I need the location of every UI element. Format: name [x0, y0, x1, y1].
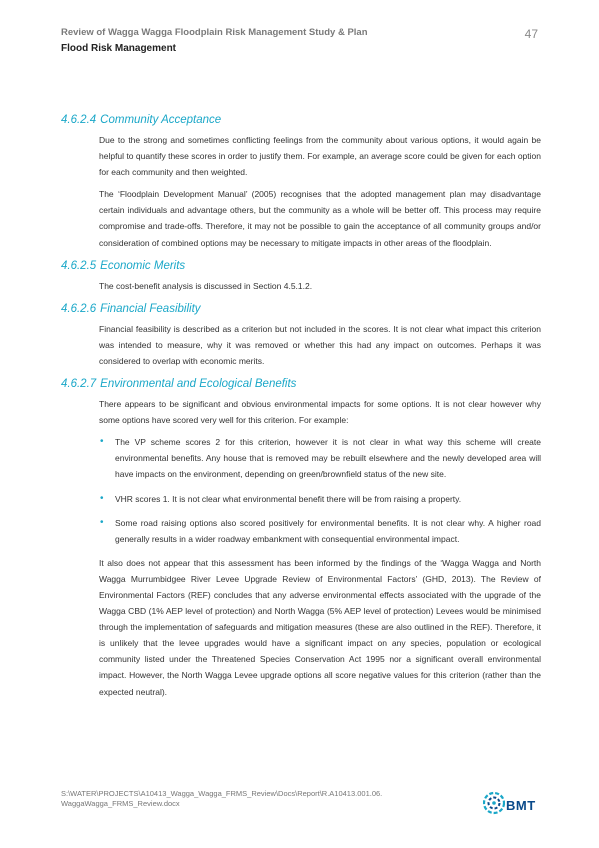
- list-item: • Some road raising options also scored positively for environmental benefits. It is not clear why. A higher road generally results in a wider roadway embankment with consequential environmental impact.: [100, 516, 541, 544]
- section-economic-merits: [61, 260, 541, 294]
- paragraph: The cost-benefit analysis is discussed in Section 4.5.1.2.: [99, 280, 313, 291]
- section-community-acceptance: [61, 114, 541, 251]
- bullet-icon: •: [100, 516, 104, 528]
- document-subtitle: Flood Risk Management: [61, 43, 177, 54]
- bullet-icon: •: [100, 492, 104, 504]
- paragraph: The ‘Floodplain Development Manual’ (2005) recognises that the adopted management plan may disadvantage certain individuals and advantage others, but the community as a whole will be better off. This process may require compromise and trade-offs. Therefore, it may not be possible to gain the acceptance of all community groups and/or consideration of combined options may be necessary to mitigate impacts in other areas of the floodplain.: [99, 189, 541, 248]
- section-heading: 4.6.2.7 Environmental and Ecological Benefits: [61, 378, 297, 391]
- paragraph: It also does not appear that this assessment has been informed by the findings of the ‘Wagga Wagga and North Wagga Murrumbidgee River Levee Upgrade Review of Environmental Factors’ (GHD, 2013). The Review of Environmental Factors (REF) concludes that any adverse environmental effects associated with the upgrade of the Wagga CBD (1% AEP level of protection) and North Wagga (5% AEP level of protection) Levees would be minimised through the implementation of safeguards and mitigation measures (these are also outlined in the REF). Therefore, it is unlikely that the levee upgrades would have a significant impact on any species, population or ecological community listed under the Threatened Species Conservation Act 1995 nor a significant overall environmental impact. However, the North Wagga Levee upgrade options all score negative values for this criterion (rather than the expected neutral).: [99, 557, 541, 697]
- paragraph: Financial feasibility is described as a criterion but not included in the scores. It is not clear what impact this criterion was intended to measure, why it was removed or whether this had any impact on outcomes. Perhaps it was considered to overlap with economic merits.: [99, 323, 541, 366]
- section-environmental-benefits: [61, 378, 541, 700]
- logo-text: BMT: [506, 798, 536, 813]
- document-title: Review of Wagga Wagga Floodplain Risk Management Study & Plan: [61, 27, 368, 38]
- page-content: [61, 114, 541, 709]
- bullet-list: [61, 434, 541, 547]
- page-number: 47: [524, 27, 538, 41]
- file-path-footer: [61, 789, 441, 809]
- list-item: • The VP scheme scores 2 for this criterion, however it is not clear in what way this scheme will create environmental benefits. Any house that is removed may be rebuilt elsewhere and the newly developed area will have impacts on the environment, depending on green/brownfield status of the new site.: [100, 436, 541, 480]
- section-heading: 4.6.2.5 Economic Merits: [61, 259, 186, 272]
- paragraph: There appears to be significant and obvious environmental impacts for some options. It is not clear however why some options have scored very well for this criterion. For example:: [99, 399, 541, 426]
- bmt-logo: [483, 789, 543, 819]
- section-financial-feasibility: [61, 303, 541, 369]
- list-item: • VHR scores 1. It is not clear what environmental benefit there will be from raising a property.: [99, 491, 541, 507]
- paragraph: Due to the strong and sometimes conflicting feelings from the community about various options, it would again be helpful to quantify these scores in order to justify them. For example, an average score could be given for each option for each community and then weighted.: [99, 135, 541, 178]
- file-path-line: S:\WATER\PROJECTS\A10413_Wagga_Wagga_FRMS_Review\Docs\Report\R.A10413.001.06.: [61, 789, 383, 798]
- section-heading: 4.6.2.4 Community Acceptance: [61, 114, 222, 126]
- file-path-line: WaggaWagga_FRMS_Review.docx: [61, 799, 180, 808]
- running-header: [61, 27, 541, 54]
- section-heading: 4.6.2.6 Financial Feasibility: [61, 302, 201, 315]
- bullet-icon: •: [100, 436, 104, 448]
- bmt-globe-icon: [483, 789, 505, 817]
